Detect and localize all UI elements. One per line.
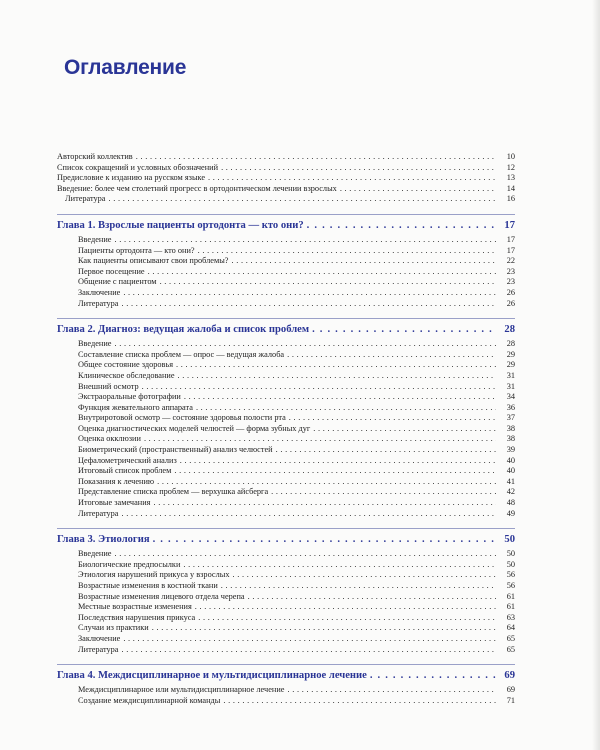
dot-leader (148, 267, 496, 278)
toc-entry-page-number: 42 (506, 487, 515, 497)
dot-leader (180, 456, 496, 467)
toc-entry (57, 403, 515, 414)
dot-leader (287, 350, 496, 361)
toc-entry-label: Цефалометрический анализ (78, 455, 177, 465)
dot-leader (232, 570, 496, 581)
toc-entry-label: Биометрический (пространственный) анализ челюстей (78, 445, 273, 455)
toc-entry-page-number: 69 (506, 685, 515, 695)
toc-entry-page-number: 41 (506, 476, 515, 486)
toc-entry (57, 466, 515, 477)
dot-leader (178, 371, 496, 382)
chapter-heading-label: Глава 2. Диагноз: ведущая жалоба и список проблем (57, 324, 310, 336)
toc-entry (57, 477, 515, 488)
dot-leader (221, 163, 496, 174)
toc-entry-page-number: 23 (506, 277, 515, 287)
dot-leader (154, 498, 497, 509)
toc-entry-label: Общее состояние здоровья (78, 360, 174, 370)
dot-leader (136, 152, 496, 163)
chapter-heading-label: Глава 1. Взрослые пациенты ортодонта — кто они? (57, 219, 304, 231)
toc-entry-label: Внешний осмотр (78, 381, 139, 391)
chapter-heading-page-number: 50 (504, 534, 515, 546)
toc-entry (57, 392, 515, 403)
toc-entry-page-number: 50 (506, 549, 515, 559)
front-matter-entry (57, 163, 515, 174)
chapter-heading-label: Глава 3. Этиология (57, 534, 150, 546)
toc-entry-page-number: 26 (506, 287, 515, 297)
front-matter-entry (57, 173, 515, 184)
front-matter-entry-page-number: 16 (506, 194, 515, 204)
toc-entry-label: Введение (78, 339, 112, 349)
page-edge-shadow (592, 0, 600, 750)
toc-entry (57, 602, 515, 613)
toc-entry-page-number: 65 (506, 644, 515, 654)
toc-entry (57, 277, 515, 288)
toc-entry-page-number: 61 (506, 591, 515, 601)
toc-entry-page-number: 34 (506, 392, 515, 402)
toc-entry-page-number: 17 (506, 234, 515, 244)
toc-entry-page-number: 26 (506, 298, 515, 308)
toc-entry (57, 685, 515, 696)
toc-entry-page-number: 39 (506, 445, 515, 455)
toc-entry-label: Введение (78, 234, 112, 244)
dot-leader (198, 613, 496, 624)
toc-entry (57, 256, 515, 267)
toc-entry (57, 509, 515, 520)
toc-entry-label: Литература (78, 508, 119, 518)
front-matter-entry (57, 184, 515, 195)
toc-entry-label: Литература (78, 644, 119, 654)
toc-entry-label: Междисциплинарное или мультидисциплинарное лечение (78, 685, 285, 695)
toc-entry-page-number: 40 (506, 455, 515, 465)
dot-leader (221, 581, 496, 592)
toc-entry-label: Первое посещение (78, 266, 145, 276)
dot-leader (114, 549, 496, 560)
dot-leader (289, 413, 496, 424)
toc-entry-label: Пациенты ортодонта — кто они? (78, 245, 195, 255)
dot-leader (196, 403, 496, 414)
page-title: Оглавление (64, 56, 187, 79)
front-matter-entry-label: Предисловие к изданию на русском языке (57, 173, 206, 183)
toc-entry-label: Оценка окклюзии (78, 434, 141, 444)
toc-entry-page-number: 40 (506, 466, 515, 476)
dot-leader (176, 360, 496, 371)
chapter-heading (57, 528, 515, 547)
front-matter-entry-label: Список сокращений и условных обозначений (57, 162, 219, 172)
toc-entry-page-number: 61 (506, 602, 515, 612)
dot-leader (174, 466, 496, 477)
dot-leader (184, 392, 496, 403)
toc-entry-page-number: 48 (506, 498, 515, 508)
front-matter-entry-label: Введение: более чем столетний прогресс в ортодонтическом лечении взрослых (57, 183, 337, 193)
dot-leader (109, 194, 497, 205)
dot-leader (142, 382, 496, 393)
toc-entry-label: Оценка диагностических моделей челюстей — форма зубных дуг (78, 423, 311, 433)
dot-leader (114, 339, 496, 350)
front-matter-entry (57, 152, 515, 163)
toc-entry-page-number: 36 (506, 402, 515, 412)
toc-entry (57, 456, 515, 467)
toc-entry-page-number: 63 (506, 612, 515, 622)
toc-entry (57, 645, 515, 656)
toc-entry-page-number: 64 (506, 623, 515, 633)
dot-leader (271, 487, 496, 498)
front-matter-entry (57, 194, 515, 205)
toc-entry (57, 339, 515, 350)
toc-entry-page-number: 22 (506, 256, 515, 266)
dot-leader (183, 560, 496, 571)
toc-entry (57, 623, 515, 634)
toc-entry-page-number: 38 (506, 423, 515, 433)
toc-entry (57, 382, 515, 393)
chapter-heading (57, 214, 515, 233)
dot-leader (157, 477, 496, 488)
dot-leader (122, 299, 497, 310)
dot-leader (122, 645, 497, 656)
toc-entry-label: Случаи из практики (78, 623, 149, 633)
toc-entry-label: Биологические предпосылки (78, 559, 181, 569)
dot-leader (312, 323, 496, 337)
dot-leader (123, 634, 496, 645)
toc-entry (57, 360, 515, 371)
toc-entry (57, 246, 515, 257)
front-matter-entry-page-number: 12 (506, 162, 515, 172)
toc-entry (57, 570, 515, 581)
dot-leader (370, 669, 496, 683)
toc-entry-label: Экстраоральные фотографии (78, 392, 181, 402)
toc-entry (57, 371, 515, 382)
front-matter-entry-page-number: 13 (506, 173, 515, 183)
toc-entry-page-number: 71 (506, 695, 515, 705)
toc-entry-page-number: 31 (506, 370, 515, 380)
toc-entry-page-number: 56 (506, 570, 515, 580)
dot-leader (287, 685, 496, 696)
toc-entry-page-number: 65 (506, 633, 515, 643)
toc-entry (57, 581, 515, 592)
dot-leader (144, 434, 496, 445)
toc-entry (57, 267, 515, 278)
toc-entry (57, 696, 515, 707)
toc-entry-label: Местные возрастные изменения (78, 602, 192, 612)
dot-leader (340, 184, 496, 195)
toc-entry-label: Итоговые замечания (78, 498, 151, 508)
toc-entry-page-number: 37 (506, 413, 515, 423)
toc-entry (57, 613, 515, 624)
toc-entry-page-number: 38 (506, 434, 515, 444)
dot-leader (313, 424, 496, 435)
toc-entry (57, 434, 515, 445)
dot-leader (152, 623, 496, 634)
toc-entry-page-number: 23 (506, 266, 515, 276)
chapter-heading (57, 664, 515, 683)
toc-entry (57, 549, 515, 560)
toc-entry-page-number: 49 (506, 508, 515, 518)
chapter-heading-page-number: 28 (504, 324, 515, 336)
chapter-heading-label: Глава 4. Междисциплинарное и мультидисциплинарное лечение (57, 670, 367, 682)
toc-entry-label: Клиническое обследование (78, 370, 175, 380)
dot-leader (223, 696, 496, 707)
toc-entry-page-number: 50 (506, 559, 515, 569)
toc-entry (57, 350, 515, 361)
toc-entry-page-number: 17 (506, 245, 515, 255)
toc-entry (57, 498, 515, 509)
toc-entry-label: Последствия нарушения прикуса (78, 612, 196, 622)
toc-entry-label: Этиология нарушений прикуса у взрослых (78, 570, 230, 580)
front-matter-entry-label: Литература (65, 194, 106, 204)
chapter-heading-page-number: 69 (504, 670, 515, 682)
toc-entry (57, 424, 515, 435)
toc-entry (57, 560, 515, 571)
chapter-heading-page-number: 17 (504, 219, 515, 231)
toc-entry-page-number: 56 (506, 581, 515, 590)
toc-entry-label: Общение с пациентом (78, 277, 157, 287)
dot-leader (114, 235, 496, 246)
dot-leader (208, 173, 496, 184)
toc-entry-label: Функция жевательного аппарата (78, 402, 193, 412)
toc-entry-label: Литература (78, 298, 119, 308)
front-matter-entry-page-number: 14 (506, 183, 515, 193)
toc-entry (57, 288, 515, 299)
dot-leader (198, 246, 496, 257)
toc-entry (57, 235, 515, 246)
dot-leader (123, 288, 496, 299)
toc-entry-label: Составление списка проблем — опрос — ведущая жалоба (78, 349, 285, 359)
toc-entry-label: Возрастные изменения лицевого отдела черепа (78, 591, 245, 601)
front-matter-entry-label: Авторский коллектив (57, 152, 133, 161)
toc-entry-label: Заключение (78, 287, 121, 297)
toc-entry-page-number: 28 (506, 339, 515, 349)
table-of-contents (57, 152, 515, 706)
toc-entry (57, 299, 515, 310)
toc-entry-label: Показания к лечению (78, 476, 155, 486)
dot-leader (231, 256, 496, 267)
front-matter-entry-page-number: 10 (506, 152, 515, 161)
toc-entry-label: Как пациенты описывают свои проблемы? (78, 256, 229, 266)
toc-entry-label: Итоговый список проблем (78, 466, 172, 476)
toc-entry-label: Представление списка проблем — верхушка айсберга (78, 487, 269, 497)
toc-entry-label: Заключение (78, 633, 121, 643)
dot-leader (195, 602, 496, 613)
dot-leader (160, 277, 496, 288)
dot-leader (122, 509, 497, 520)
chapter-heading (57, 318, 515, 337)
toc-entry (57, 487, 515, 498)
toc-entry-page-number: 29 (506, 349, 515, 359)
toc-entry (57, 592, 515, 603)
toc-entry (57, 445, 515, 456)
dot-leader (248, 592, 496, 603)
dot-leader (307, 219, 496, 233)
toc-entry-label: Возрастные изменения в костной ткани (78, 581, 218, 590)
toc-entry-label: Введение (78, 549, 112, 559)
toc-entry (57, 634, 515, 645)
toc-entry (57, 413, 515, 424)
toc-entry-label: Создание междисциплинарной команды (78, 695, 221, 705)
dot-leader (153, 533, 496, 547)
dot-leader (276, 445, 496, 456)
toc-entry-page-number: 31 (506, 381, 515, 391)
toc-entry-page-number: 29 (506, 360, 515, 370)
toc-entry-label: Внутриротовой осмотр — состояние здоровья полости рта (78, 413, 286, 423)
